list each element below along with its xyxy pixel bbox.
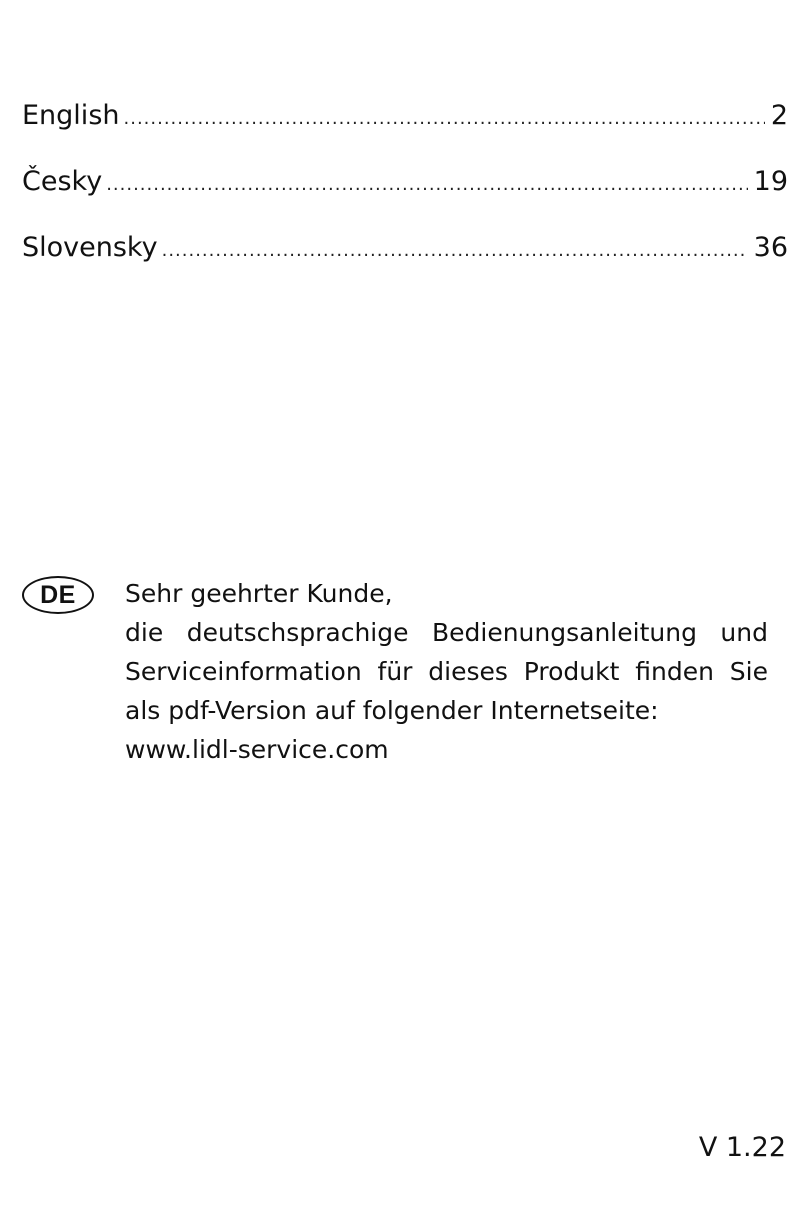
toc-entry-page: 19 bbox=[753, 166, 788, 197]
service-url-link[interactable]: www.lidl-service.com bbox=[125, 735, 389, 764]
version-label: V 1.22 bbox=[698, 1132, 786, 1163]
toc-dot-leader bbox=[106, 165, 747, 205]
toc-entry-page: 36 bbox=[753, 232, 788, 263]
toc-entry-page: 2 bbox=[770, 100, 788, 131]
notice-text bbox=[125, 574, 768, 769]
notice-greeting: Sehr geehrter Kunde, bbox=[125, 579, 393, 608]
toc-entry-slovensky[interactable] bbox=[22, 228, 788, 294]
toc-dot-leader bbox=[162, 231, 748, 271]
toc-entry-title: Česky bbox=[22, 166, 103, 197]
table-of-contents bbox=[22, 96, 788, 294]
toc-entry-cesky[interactable] bbox=[22, 162, 788, 228]
toc-entry-title: Slovensky bbox=[22, 232, 158, 263]
toc-dot-leader bbox=[124, 99, 765, 139]
toc-entry-english[interactable] bbox=[22, 96, 788, 162]
notice-body: die deutschsprachige Bedienungsanleitung und Serviceinformation für dieses Produkt finden Sie als pdf-Version auf folgender Internetseite: bbox=[125, 618, 768, 725]
de-country-badge: DE bbox=[22, 576, 94, 614]
toc-entry-title: English bbox=[22, 100, 120, 131]
